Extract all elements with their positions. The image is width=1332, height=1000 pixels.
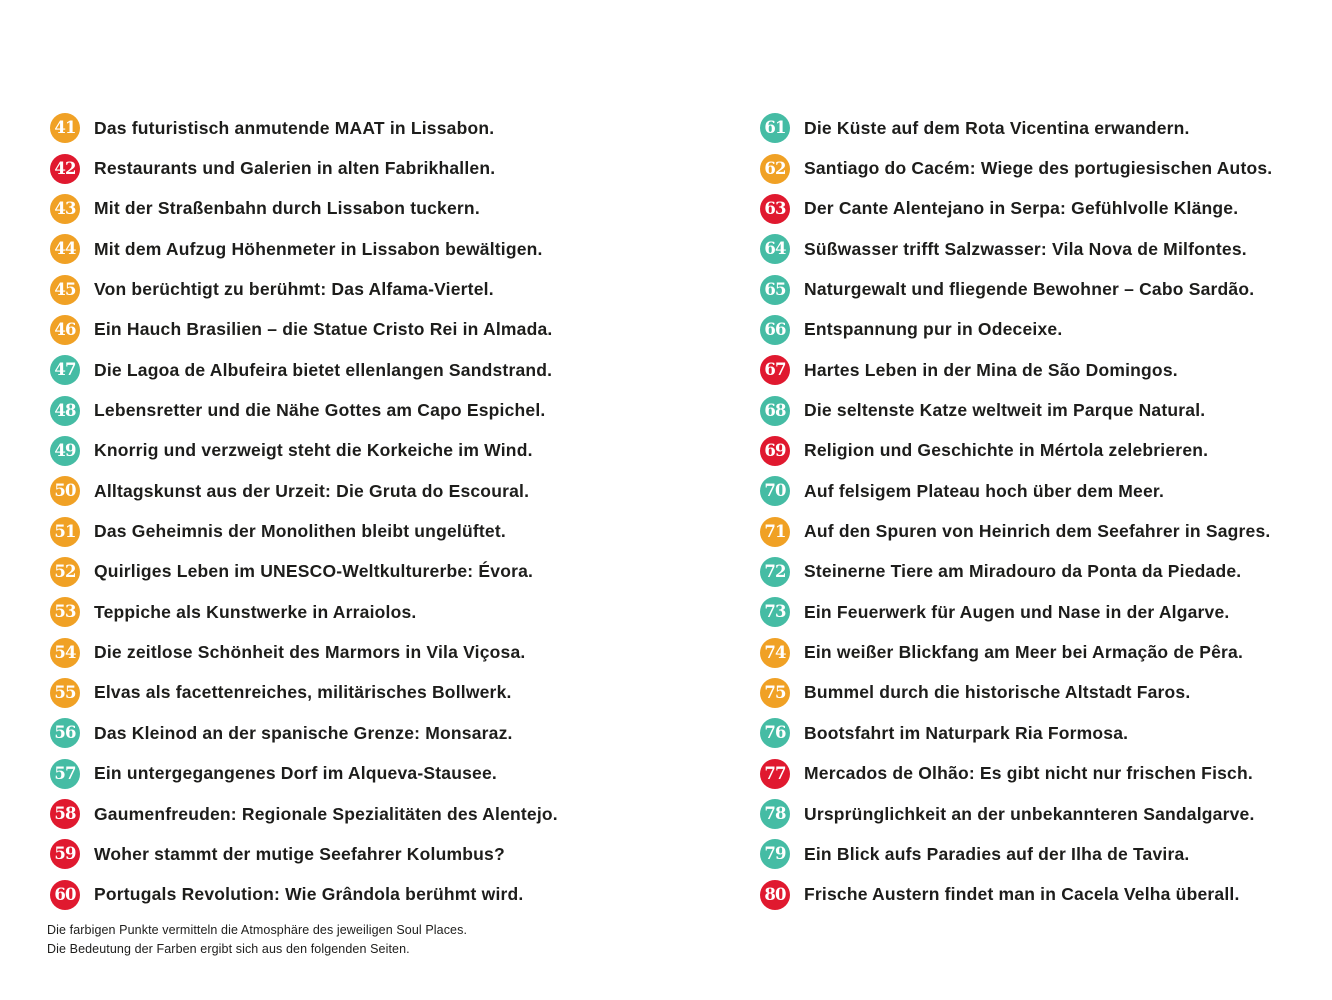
item-number-badge: 51: [50, 517, 80, 547]
item-number-badge: 54: [50, 638, 80, 668]
footnote-line-2: Die Bedeutung der Farben ergibt sich aus den folgenden Seiten.: [47, 941, 410, 956]
item-text: Die seltenste Katze weltweit im Parque Natural.: [804, 400, 1206, 421]
list-item: [760, 148, 1272, 188]
item-number-badge: 73: [760, 597, 790, 627]
item-text: Quirliges Leben im UNESCO-Weltkulturerbe: Évora.: [94, 561, 534, 582]
item-number-badge: 64: [760, 234, 790, 264]
item-number-badge: 58: [50, 799, 80, 829]
item-text: Ein Feuerwerk für Augen und Nase in der Algarve.: [804, 601, 1230, 622]
item-number-badge: 60: [50, 880, 80, 910]
list-item: [50, 471, 558, 511]
item-text: Das Geheimnis der Monolithen bleibt ungelüftet.: [94, 521, 506, 542]
list-item: [760, 834, 1272, 874]
item-number-badge: 62: [760, 154, 790, 184]
item-number-badge: 59: [50, 839, 80, 869]
item-number-badge: 56: [50, 718, 80, 748]
item-number-badge: 74: [760, 638, 790, 668]
list-item: [50, 269, 558, 309]
list-item: [760, 269, 1272, 309]
list-item: [50, 148, 558, 188]
item-number-badge: 47: [50, 355, 80, 385]
item-text: Ursprünglichkeit an der unbekannteren Sandalgarve.: [804, 803, 1255, 824]
item-number-badge: 46: [50, 315, 80, 345]
list-item: [760, 754, 1272, 794]
list-item: [760, 875, 1272, 915]
item-number-badge: 78: [760, 799, 790, 829]
list-item: [50, 552, 558, 592]
item-number-badge: 65: [760, 275, 790, 305]
list-item: [760, 794, 1272, 834]
item-number-badge: 45: [50, 275, 80, 305]
list-item: [760, 310, 1272, 350]
item-number-badge: 43: [50, 194, 80, 224]
item-text: Das Kleinod an der spanische Grenze: Monsaraz.: [94, 722, 513, 743]
item-text: Auf felsigem Plateau hoch über dem Meer.: [804, 480, 1165, 501]
list-item: [760, 471, 1272, 511]
item-number-badge: 75: [760, 678, 790, 708]
item-number-badge: 68: [760, 396, 790, 426]
item-text: Restaurants und Galerien in alten Fabrikhallen.: [94, 158, 496, 179]
item-text: Portugals Revolution: Wie Grândola berühmt wird.: [94, 884, 524, 905]
item-text: Bummel durch die historische Altstadt Faros.: [804, 682, 1191, 703]
item-number-badge: 70: [760, 476, 790, 506]
item-text: Lebensretter und die Nähe Gottes am Capo Espichel.: [94, 400, 546, 421]
item-text: Ein weißer Blickfang am Meer bei Armação de Pêra.: [804, 642, 1244, 663]
item-text: Ein Blick aufs Paradies auf der Ilha de Tavira.: [804, 843, 1190, 864]
list-item: [50, 754, 558, 794]
item-text: Frische Austern findet man in Cacela Velha überall.: [804, 884, 1240, 905]
item-text: Der Cante Alentejano in Serpa: Gefühlvolle Klänge.: [804, 198, 1239, 219]
item-number-badge: 48: [50, 396, 80, 426]
item-number-badge: 69: [760, 436, 790, 466]
list-item: [760, 350, 1272, 390]
item-number-badge: 42: [50, 154, 80, 184]
item-text: Knorrig und verzweigt steht die Korkeiche im Wind.: [94, 440, 533, 461]
list-item: [760, 592, 1272, 632]
list-item: [50, 834, 558, 874]
list-item: [760, 632, 1272, 672]
list-column-right: [760, 108, 1272, 915]
item-number-badge: 41: [50, 113, 80, 143]
item-text: Bootsfahrt im Naturpark Ria Formosa.: [804, 722, 1129, 743]
item-text: Das futuristisch anmutende MAAT in Lissabon.: [94, 117, 495, 138]
item-text: Entspannung pur in Odeceixe.: [804, 319, 1063, 340]
list-item: [50, 431, 558, 471]
list-item: [760, 431, 1272, 471]
item-text: Mit der Straßenbahn durch Lissabon tuckern.: [94, 198, 480, 219]
list-item: [760, 189, 1272, 229]
list-item: [50, 310, 558, 350]
list-column-left: [50, 108, 558, 915]
item-number-badge: 53: [50, 597, 80, 627]
item-text: Elvas als facettenreiches, militärisches Bollwerk.: [94, 682, 512, 703]
list-item: [50, 229, 558, 269]
item-number-badge: 76: [760, 718, 790, 748]
item-text: Hartes Leben in der Mina de São Domingos.: [804, 359, 1178, 380]
item-text: Von berüchtigt zu berühmt: Das Alfama-Viertel.: [94, 279, 494, 300]
item-text: Die Küste auf dem Rota Vicentina erwandern.: [804, 117, 1190, 138]
list-item: [50, 511, 558, 551]
item-text: Gaumenfreuden: Regionale Spezialitäten des Alentejo.: [94, 803, 558, 824]
item-text: Santiago do Cacém: Wiege des portugiesischen Autos.: [804, 158, 1273, 179]
item-number-badge: 52: [50, 557, 80, 587]
item-text: Alltagskunst aus der Urzeit: Die Gruta do Escoural.: [94, 480, 530, 501]
item-text: Teppiche als Kunstwerke in Arraiolos.: [94, 601, 417, 622]
list-item: [50, 189, 558, 229]
list-item: [760, 552, 1272, 592]
item-number-badge: 61: [760, 113, 790, 143]
item-text: Mercados de Olhão: Es gibt nicht nur frischen Fisch.: [804, 763, 1253, 784]
item-text: Die zeitlose Schönheit des Marmors in Vila Viçosa.: [94, 642, 526, 663]
list-item: [50, 875, 558, 915]
list-item: [760, 511, 1272, 551]
list-item: [50, 108, 558, 148]
item-number-badge: 71: [760, 517, 790, 547]
item-number-badge: 49: [50, 436, 80, 466]
list-item: [760, 673, 1272, 713]
item-number-badge: 67: [760, 355, 790, 385]
item-text: Religion und Geschichte in Mértola zelebrieren.: [804, 440, 1209, 461]
item-number-badge: 63: [760, 194, 790, 224]
item-number-badge: 79: [760, 839, 790, 869]
item-number-badge: 44: [50, 234, 80, 264]
list-item: [50, 673, 558, 713]
list-item: [50, 713, 558, 753]
list-item: [760, 713, 1272, 753]
item-text: Die Lagoa de Albufeira bietet ellenlangen Sandstrand.: [94, 359, 553, 380]
item-number-badge: 55: [50, 678, 80, 708]
list-item: [760, 229, 1272, 269]
item-text: Süßwasser trifft Salzwasser: Vila Nova de Milfontes.: [804, 238, 1247, 259]
item-text: Naturgewalt und fliegende Bewohner – Cabo Sardão.: [804, 279, 1255, 300]
item-number-badge: 80: [760, 880, 790, 910]
item-text: Steinerne Tiere am Miradouro da Ponta da Piedade.: [804, 561, 1242, 582]
list-item: [50, 632, 558, 672]
item-text: Ein untergegangenes Dorf im Alqueva-Stausee.: [94, 763, 497, 784]
list-item: [50, 592, 558, 632]
item-number-badge: 57: [50, 759, 80, 789]
item-number-badge: 77: [760, 759, 790, 789]
item-number-badge: 72: [760, 557, 790, 587]
list-item: [50, 350, 558, 390]
list-item: [760, 108, 1272, 148]
list-item: [50, 794, 558, 834]
list-item: [760, 390, 1272, 430]
footnote: [47, 921, 467, 958]
item-text: Woher stammt der mutige Seefahrer Kolumbus?: [94, 843, 505, 864]
item-text: Ein Hauch Brasilien – die Statue Cristo Rei in Almada.: [94, 319, 553, 340]
list-item: [50, 390, 558, 430]
footnote-line-1: Die farbigen Punkte vermitteln die Atmosphäre des jeweiligen Soul Places.: [47, 923, 468, 937]
item-text: Auf den Spuren von Heinrich dem Seefahrer in Sagres.: [804, 521, 1271, 542]
item-number-badge: 50: [50, 476, 80, 506]
item-text: Mit dem Aufzug Höhenmeter in Lissabon bewältigen.: [94, 238, 543, 259]
item-number-badge: 66: [760, 315, 790, 345]
